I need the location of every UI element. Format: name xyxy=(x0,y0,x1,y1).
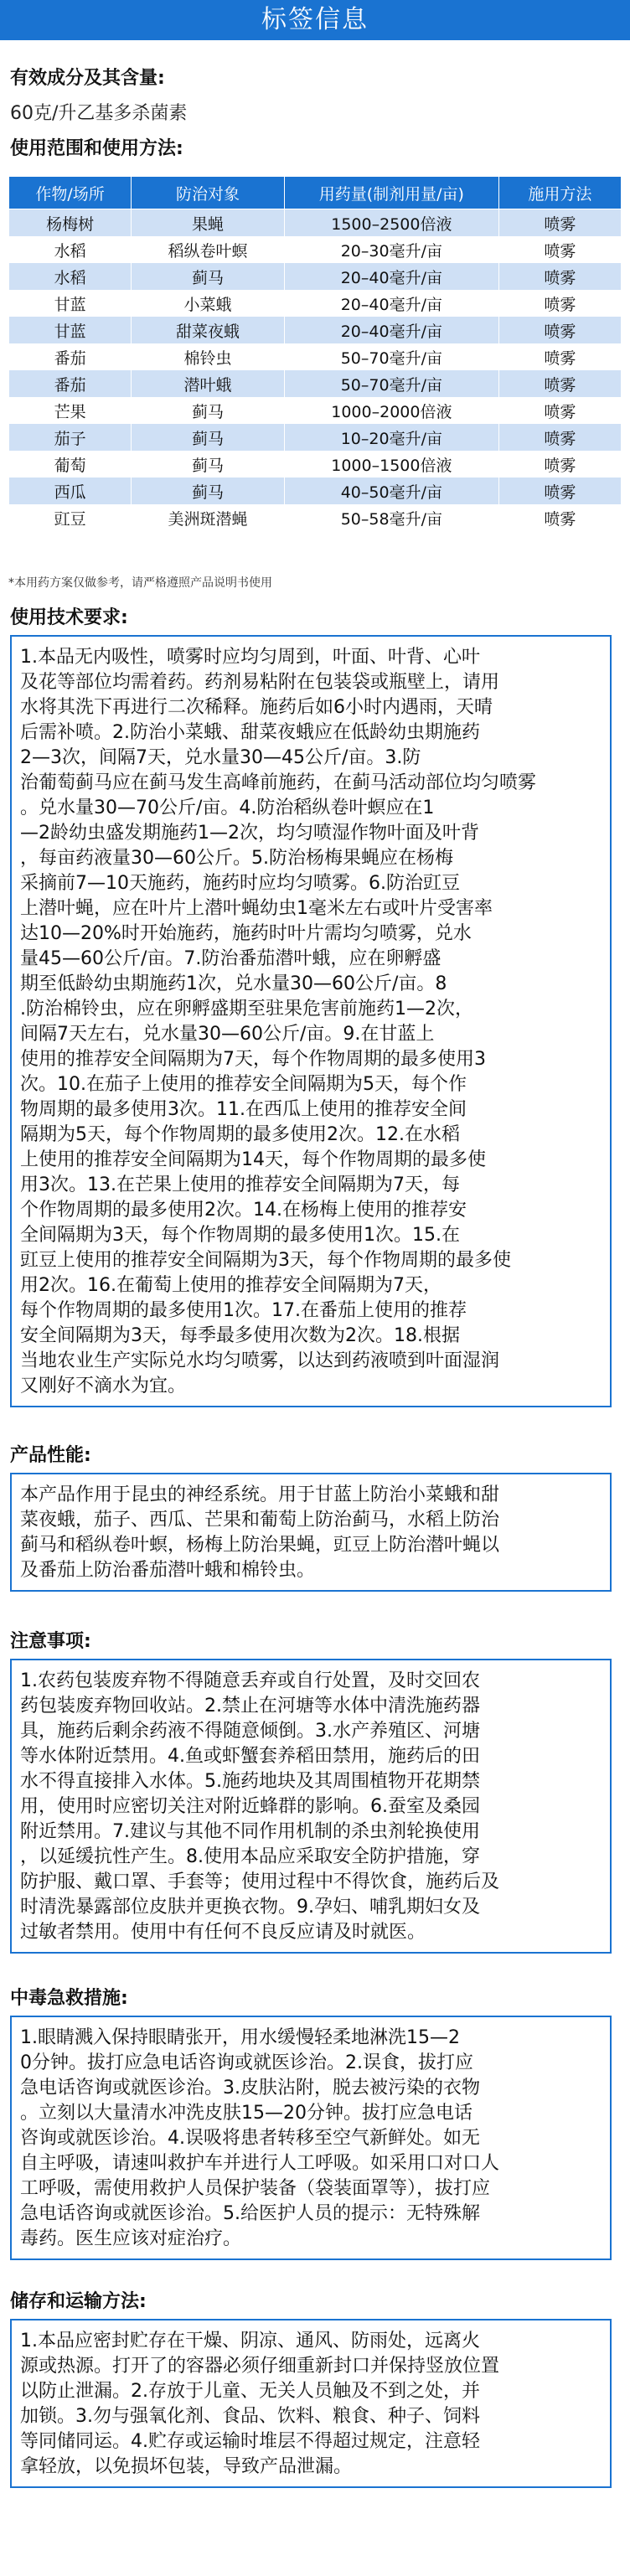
usage-table-body xyxy=(9,209,622,532)
text-line: 上潜叶蝇，应在叶片上潜叶蝇幼虫1毫米左右或叶片受害率 xyxy=(20,898,493,919)
text-line: 每个作物周期的最多使用1次。17.在番茄上使用的推荐 xyxy=(20,1300,467,1321)
target-cell: 果蝇 xyxy=(132,209,285,237)
text-line: 量45—60公斤/亩。7.防治番茄潜叶蛾，应在卵孵盛 xyxy=(20,948,442,969)
text-line: 使用的推荐安全间隔期为7天，每个作物周期的最多使用3 xyxy=(20,1049,486,1070)
dosage-cell: 1000–2000倍液 xyxy=(284,397,498,424)
target-cell: 蓟马 xyxy=(132,397,285,424)
text-line: 用2次。16.在葡萄上使用的推荐安全间隔期为7天， xyxy=(20,1275,442,1296)
dosage-cell: 20–40毫升/亩 xyxy=(284,290,498,317)
table-row xyxy=(9,504,622,531)
properties-box xyxy=(10,1473,612,1592)
text-line: 水不得直接排入水体。5.施药地块及其周围植物开花期禁 xyxy=(20,1771,480,1792)
method-cell: 喷雾 xyxy=(498,343,621,370)
text-line: 。兑水量30—70公斤/亩。4.防治稻纵卷叶螟应在1 xyxy=(20,798,435,818)
text-line: 用，使用时应密切关注对附近蜂群的影响。6.蚕室及桑园 xyxy=(20,1796,480,1817)
crop-cell: 番茄 xyxy=(9,370,132,397)
crop-cell: 番茄 xyxy=(9,343,132,370)
text-line: 急电话咨询或就医诊治。5.给医护人员的提示：无特殊解 xyxy=(20,2203,480,2224)
text-line: 用3次。13.在芒果上使用的推荐安全间隔期为7天，每 xyxy=(20,1174,460,1195)
text-line: 咨询或就医诊治。4.误吸将患者转移至空气新鲜处。如无 xyxy=(20,2128,480,2149)
text-line: 本产品作用于昆虫的神经系统。用于甘蓝上防治小菜蛾和甜 xyxy=(20,1484,500,1505)
text-line: 达10—20%时开始施药，施药时叶片需均匀喷雾，兑水 xyxy=(20,923,472,944)
table-row xyxy=(9,236,622,263)
method-cell: 喷雾 xyxy=(498,263,621,290)
table-row xyxy=(9,209,622,237)
column-header-method: 施用方法 xyxy=(498,177,621,209)
text-line: .防治棉铃虫，应在卵孵盛期至驻果危害前施药1—2次， xyxy=(20,999,473,1020)
target-cell: 稻纵卷叶螟 xyxy=(132,236,285,263)
text-line: 1.本品应密封贮存在干燥、阴凉、通风、防雨处，远离火 xyxy=(20,2331,480,2351)
text-line: 附近禁用。7.建议与其他不同作用机制的杀虫剂轮换使用 xyxy=(20,1821,480,1842)
text-line: 豇豆上使用的推荐安全间隔期为3天，每个作物周期的最多使 xyxy=(20,1250,511,1271)
storage-text xyxy=(20,2329,605,2480)
precautions-heading: 注意事项: xyxy=(10,1631,91,1652)
target-cell: 甜菜夜蛾 xyxy=(132,317,285,343)
dosage-cell: 1000–1500倍液 xyxy=(284,451,498,478)
dosage-cell: 50–70毫升/亩 xyxy=(284,370,498,397)
target-cell: 蓟马 xyxy=(132,478,285,504)
table-row xyxy=(9,478,622,504)
target-cell: 美洲斑潜蝇 xyxy=(132,504,285,531)
method-cell: 喷雾 xyxy=(498,504,621,531)
table-row xyxy=(9,317,622,343)
text-line: 水将其洗下再进行二次稀释。施药后如6小时内遇雨，天晴 xyxy=(20,697,493,718)
firstaid-heading: 中毒急救措施: xyxy=(10,1988,128,2009)
method-cell: 喷雾 xyxy=(498,478,621,504)
technical-heading: 使用技术要求: xyxy=(10,607,128,628)
storage-heading: 储存和运输方法: xyxy=(10,2291,147,2312)
text-line: 后需补喷。2.防治小菜蛾、甜菜夜蛾应在低龄幼虫期施药 xyxy=(20,722,480,743)
method-cell: 喷雾 xyxy=(498,317,621,343)
text-line: 蓟马和稻纵卷叶螟，杨梅上防治果蝇，豇豆上防治潜叶蝇以 xyxy=(20,1535,500,1556)
table-row xyxy=(9,451,622,478)
method-cell: 喷雾 xyxy=(498,290,621,317)
precautions-text xyxy=(20,1669,605,1945)
crop-cell: 茄子 xyxy=(9,424,132,451)
text-line: 治葡萄蓟马应在蓟马发生高峰前施药，在蓟马活动部位均匀喷雾 xyxy=(20,772,537,793)
text-line: 急电话咨询或就医诊治。3.皮肤沾附，脱去被污染的衣物 xyxy=(20,2078,480,2098)
text-line: 防护服、戴口罩、手套等；使用过程中不得饮食，施药后及 xyxy=(20,1871,500,1892)
text-line: 1.眼睛溅入保持眼睛张开，用水缓慢轻柔地淋洗15—2 xyxy=(20,2027,460,2048)
usage-table xyxy=(8,176,622,531)
text-line: 源或热源。打开了的容器必须仔细重新封口并保持竖放位置 xyxy=(20,2356,500,2377)
crop-cell: 西瓜 xyxy=(9,478,132,504)
target-cell: 蓟马 xyxy=(132,424,285,451)
method-cell: 喷雾 xyxy=(498,236,621,263)
crop-cell: 芒果 xyxy=(9,397,132,424)
text-line: 1.农药包装废弃物不得随意丢弃或自行处置，及时交回农 xyxy=(20,1670,480,1691)
text-line: 个作物周期的最多使用2次。14.在杨梅上使用的推荐安 xyxy=(20,1200,467,1221)
text-line: 隔期为5天，每个作物周期的最多使用2次。12.在水稻 xyxy=(20,1124,460,1145)
dosage-cell: 20–40毫升/亩 xyxy=(284,317,498,343)
firstaid-text xyxy=(20,2026,605,2252)
dosage-cell: 50–58毫升/亩 xyxy=(284,504,498,531)
crop-cell: 葡萄 xyxy=(9,451,132,478)
text-line: 时清洗暴露部位皮肤并更换衣物。9.孕妇、哺乳期妇女及 xyxy=(20,1897,480,1918)
text-line: 毒药。医生应该对症治疗。 xyxy=(20,2228,242,2249)
dosage-cell: 20–40毫升/亩 xyxy=(284,263,498,290)
technical-box xyxy=(10,635,612,1407)
ingredient-heading: 有效成分及其含量: xyxy=(10,68,165,89)
table-row xyxy=(9,397,622,424)
text-line: 物周期的最多使用3次。11.在西瓜上使用的推荐安全间 xyxy=(20,1099,467,1120)
column-header-crop: 作物/场所 xyxy=(9,177,132,209)
text-line: 1.本品无内吸性，喷雾时应均匀周到，叶面、叶背、心叶 xyxy=(20,647,480,668)
text-line: 采摘前7—10天施药，施药时应均匀喷雾。6.防治豇豆 xyxy=(20,873,460,894)
text-line: ，每亩药液量30—60公斤。5.防治杨梅果蝇应在杨梅 xyxy=(20,848,453,869)
storage-box xyxy=(10,2319,612,2488)
method-cell: 喷雾 xyxy=(498,209,621,237)
table-row xyxy=(9,263,622,290)
method-cell: 喷雾 xyxy=(498,451,621,478)
text-line: 工呼吸，需使用救护人员保护装备（袋装面罩等），拔打应 xyxy=(20,2178,491,2199)
method-cell: 喷雾 xyxy=(498,370,621,397)
text-line: 及番茄上防治番茄潜叶蛾和棉铃虫。 xyxy=(20,1560,316,1581)
text-line: 及花等部位均需着药。药剂易粘附在包装袋或瓶壁上，请用 xyxy=(20,672,500,693)
text-line: 以防止泄漏。2.存放于儿童、无关人员触及不到之处，并 xyxy=(20,2381,480,2402)
text-line: 期至低龄幼虫期施药1次，兑水量30—60公斤/亩。8 xyxy=(20,973,447,994)
text-line: 上使用的推荐安全间隔期为14天，每个作物周期的最多使 xyxy=(20,1149,486,1170)
text-line: 加锁。3.勿与强氧化剂、食品、饮料、粮食、种子、饲料 xyxy=(20,2406,480,2427)
target-cell: 蓟马 xyxy=(132,263,285,290)
dosage-cell: 10–20毫升/亩 xyxy=(284,424,498,451)
text-line: 自主呼吸，请速叫救护车并进行人工呼吸。如采用口对口人 xyxy=(20,2153,500,2174)
ingredient-value: 60克/升乙基多杀菌素 xyxy=(10,103,188,124)
method-cell: 喷雾 xyxy=(498,424,621,451)
text-line: 2—3次，间隔7天，兑水量30—45公斤/亩。3.防 xyxy=(20,747,421,768)
firstaid-box xyxy=(10,2016,612,2260)
target-cell: 潜叶蛾 xyxy=(132,370,285,397)
crop-cell: 豇豆 xyxy=(9,504,132,531)
text-line: 0分钟。拔打应急电话咨询或就医诊治。2.误食，拔打应 xyxy=(20,2052,473,2073)
text-line: 全间隔期为3天，每个作物周期的最多使用1次。15.在 xyxy=(20,1225,460,1246)
target-cell: 小菜蛾 xyxy=(132,290,285,317)
text-line: 具，施药后剩余药液不得随意倾倒。3.水产养殖区、河塘 xyxy=(20,1721,480,1742)
table-row xyxy=(9,370,622,397)
text-line: —2龄幼虫盛发期施药1—2次，均匀喷湿作物叶面及叶背 xyxy=(20,823,479,844)
precautions-box xyxy=(10,1659,612,1954)
text-line: 间隔7天左右，兑水量30—60公斤/亩。9.在甘蓝上 xyxy=(20,1024,435,1045)
properties-heading: 产品性能: xyxy=(10,1445,91,1466)
text-line: ，以延缓抗性产生。8.使用本品应采取安全防护措施，穿 xyxy=(20,1846,480,1867)
text-line: 等水体附近禁用。4.鱼或虾蟹套养稻田禁用，施药后的田 xyxy=(20,1746,480,1767)
text-line: 过敏者禁用。使用中有任何不良反应请及时就医。 xyxy=(20,1922,426,1943)
properties-text xyxy=(20,1483,605,1583)
target-cell: 蓟马 xyxy=(132,451,285,478)
dosage-cell: 20–30毫升/亩 xyxy=(284,236,498,263)
dosage-cell: 40–50毫升/亩 xyxy=(284,478,498,504)
crop-cell: 杨梅树 xyxy=(9,209,132,237)
crop-cell: 甘蓝 xyxy=(9,317,132,343)
table-row xyxy=(9,290,622,317)
crop-cell: 水稻 xyxy=(9,263,132,290)
text-line: 药包装废弃物回收站。2.禁止在河塘等水体中清洗施药器 xyxy=(20,1696,480,1716)
text-line: 。立刻以大量清水冲洗皮肤15—20分钟。拔打应急电话 xyxy=(20,2103,472,2124)
technical-text xyxy=(20,645,605,1399)
page-title: 标签信息 xyxy=(0,0,630,40)
usage-table-header-row xyxy=(9,177,622,209)
text-line: 次。10.在茄子上使用的推荐安全间隔期为5天，每个作 xyxy=(20,1074,467,1095)
table-row xyxy=(9,424,622,451)
text-line: 又刚好不滴水为宜。 xyxy=(20,1376,187,1396)
table-row xyxy=(9,343,622,370)
text-line: 菜夜蛾，茄子、西瓜、芒果和葡萄上防治蓟马，水稻上防治 xyxy=(20,1510,500,1531)
usage-heading: 使用范围和使用方法: xyxy=(10,138,183,159)
text-line: 当地农业生产实际兑水均匀喷雾，以达到药液喷到叶面湿润 xyxy=(20,1350,500,1371)
column-header-target: 防治对象 xyxy=(132,177,285,209)
crop-cell: 水稻 xyxy=(9,236,132,263)
text-line: 等同储同运。4.贮存或运输时堆层不得超过规定，注意轻 xyxy=(20,2431,480,2452)
dosage-cell: 50–70毫升/亩 xyxy=(284,343,498,370)
usage-footnote: *本用药方案仅做参考，请严格遵照产品说明书使用 xyxy=(8,576,272,590)
dosage-cell: 1500–2500倍液 xyxy=(284,209,498,237)
method-cell: 喷雾 xyxy=(498,397,621,424)
text-line: 拿轻放，以免损坏包装，导致产品泄漏。 xyxy=(20,2456,353,2477)
text-line: 安全间隔期为3天，每季最多使用次数为2次。18.根据 xyxy=(20,1325,460,1346)
column-header-dosage: 用药量(制剂用量/亩) xyxy=(284,177,498,209)
target-cell: 棉铃虫 xyxy=(132,343,285,370)
crop-cell: 甘蓝 xyxy=(9,290,132,317)
